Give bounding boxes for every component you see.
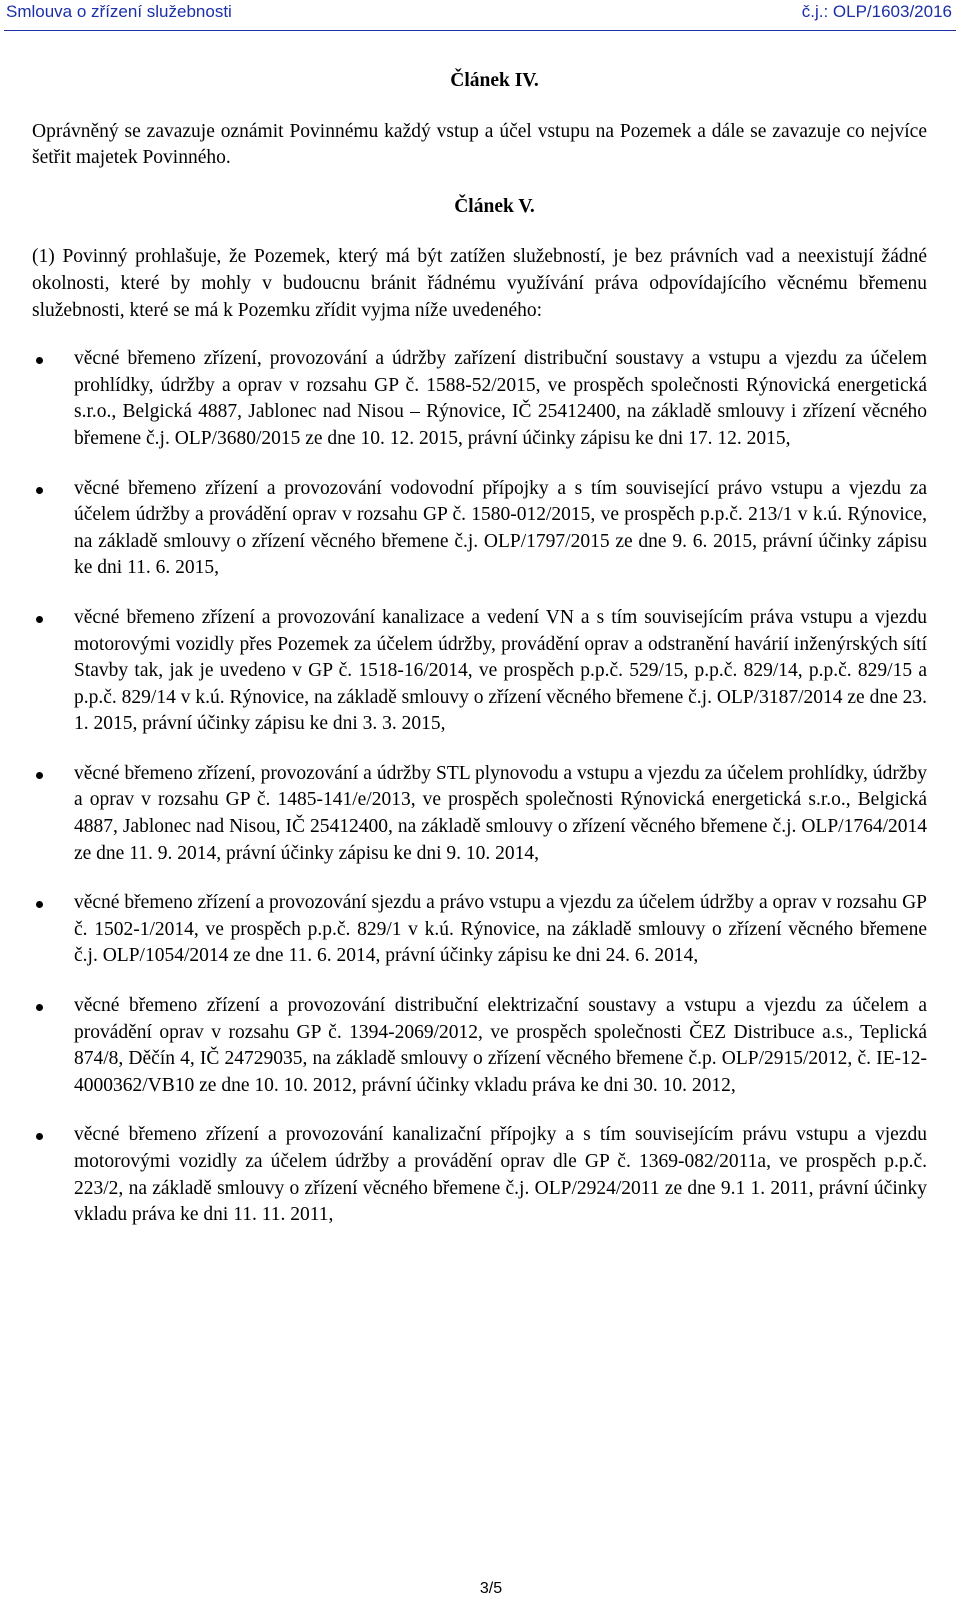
list-item bbox=[32, 890, 927, 970]
bullet-icon bbox=[36, 616, 43, 623]
list-item bbox=[32, 1122, 927, 1228]
bullet-icon bbox=[36, 901, 43, 908]
list-item bbox=[32, 761, 927, 867]
header-divider bbox=[4, 30, 956, 31]
bullet-icon bbox=[36, 772, 43, 779]
article-5-heading: Článek V. bbox=[454, 195, 535, 217]
bullet-icon bbox=[36, 1133, 43, 1140]
page-header bbox=[0, 0, 960, 34]
bullet-icon bbox=[36, 357, 43, 364]
list-item bbox=[32, 346, 927, 452]
easement-list bbox=[32, 346, 927, 1229]
bullet-icon bbox=[36, 1004, 43, 1011]
list-item-text: věcné břemeno zřízení a provozování distribuční elektrizační soustavy a vstupu a vjezdu za účelem a provádění oprav v rozsahu GP č. 1394-2069/2012, ve prospěch společnosti ČEZ Distribuce a.s., Teplická 874/8, Děčín 4, IČ 24729035, na základě smlouvy o zřízení věcného břemene č.p. OLP/2915/2012, č. IE-12-4000362/VB10 ze dne 10. 10. 2012, právní účinky vkladu práva ke dni 30. 10. 2012, bbox=[74, 995, 927, 1096]
reference-number: č.j.: OLP/1603/2016 bbox=[801, 2, 952, 21]
page-number: 3/5 bbox=[479, 1580, 503, 1597]
list-item bbox=[32, 476, 927, 582]
list-item bbox=[32, 993, 927, 1099]
list-item-text: věcné břemeno zřízení a provozování vodovodní přípojky a s tím související právo vstupu a vjezdu za účelem údržby a provádění oprav v rozsahu GP č. 1580-012/2015, ve prospěch p.p.č. 213/1 v k.ú. Rýnovice, na základě smlouvy o zřízení věcného břemene č.j. OLP/1797/2015 ze dne 9. 6. 2015, právní účinky zápisu ke dni 11. 6. 2015, bbox=[74, 477, 927, 579]
list-item-text: věcné břemeno zřízení, provozování a údržby zařízení distribuční soustavy a vstupu a vjezdu za účelem prohlídky, údržby a oprav v rozsahu GP č. 1588-52/2015, ve prospěch společnosti Rýnovická energetická s.r.o., Belgická 4887, Jablonec nad Nisou – Rýnovice, IČ 25412400, na základě smlouvy i zřízení věcného břemene č.j. OLP/3680/2015 ze dne 10. 12. 2015, právní účinky zápisu ke dni 17. 12. 2015, bbox=[74, 348, 927, 449]
article-4-text: Oprávněný se zavazuje oznámit Povinnému každý vstup a účel vstupu na Pozemek a dále se zavazuje co nejvíce šetřit majetek Povinného. bbox=[32, 120, 927, 169]
article-4-heading: Článek IV. bbox=[450, 70, 539, 91]
article-5-intro: (1) Povinný prohlašuje, že Pozemek, který má být zatížen služebností, je bez právních vad a neexistují žádné okolnosti, které by mohly v budoucnu bránit řádnému využívání práva odpovídajícího věcnému břemenu služebnosti, které se má k Pozemku zřídit vyjma níže uvedeného: bbox=[32, 246, 927, 321]
list-item-text: věcné břemeno zřízení, provozování a údržby STL plynovodu a vstupu a vjezdu za účelem prohlídky, údržby a oprav v rozsahu GP č. 1485-141/e/2013, ve prospěch společnosti Rýnovická energetická s.r.o., Belgická 4887, Jablonec nad Nisou, IČ 25412400, na základě smlouvy o zřízení věcného břemene č.j. OLP/1764/2014 ze dne 11. 9. 2014, právní účinky zápisu ke dni 9. 10. 2014, bbox=[74, 762, 927, 864]
list-item-text: věcné břemeno zřízení a provozování sjezdu a právo vstupu a vjezdu za účelem údržby a oprav v rozsahu GP č. 1502-1/2014, ve prospěch p.p.č. 829/1 v k.ú. Rýnovice, na základě smlouvy o zřízení věcného břemene č.j. OLP/1054/2014 ze dne 11. 6. 2014, právní účinky zápisu ke dni 24. 6. 2014, bbox=[74, 892, 927, 967]
list-item bbox=[32, 605, 927, 738]
document-body bbox=[32, 68, 927, 1252]
list-item-text: věcné břemeno zřízení a provozování kanalizace a vedení VN a s tím souvisejícím práva vstupu a vjezdu motorovými vozidly přes Pozemek za účelem údržby, provádění oprav a odstranění havárií inženýrských sítí Stavby tak, jak je uvedeno v GP č. 1518-16/2014, ve prospěch p.p.č. 529/15, p.p.č. 829/14, p.p.č. 829/15 a p.p.č. 829/14 v k.ú. Rýnovice, na základě smlouvy o zřízení věcného břemene č.j. OLP/3187/2014 ze dne 23. 1. 2015, právní účinky zápisu ke dni 3. 3. 2015, bbox=[74, 606, 927, 735]
bullet-icon bbox=[36, 487, 43, 494]
document-title: Smlouva o zřízení služebnosti bbox=[6, 2, 232, 21]
list-item-text: věcné břemeno zřízení a provozování kanalizační přípojky a s tím souvisejícím právu vstupu a vjezdu motorovými vozidly za účelem údržby a provádění oprav dle GP č. 1369-082/2011a, ve prospěch p.p.č. 223/2, na základě smlouvy o zřízení věcného břemene č.j. OLP/2924/2011 ze dne 9.1 1. 2011, právní účinky vkladu práva ke dni 11. 11. 2011, bbox=[74, 1124, 927, 1226]
